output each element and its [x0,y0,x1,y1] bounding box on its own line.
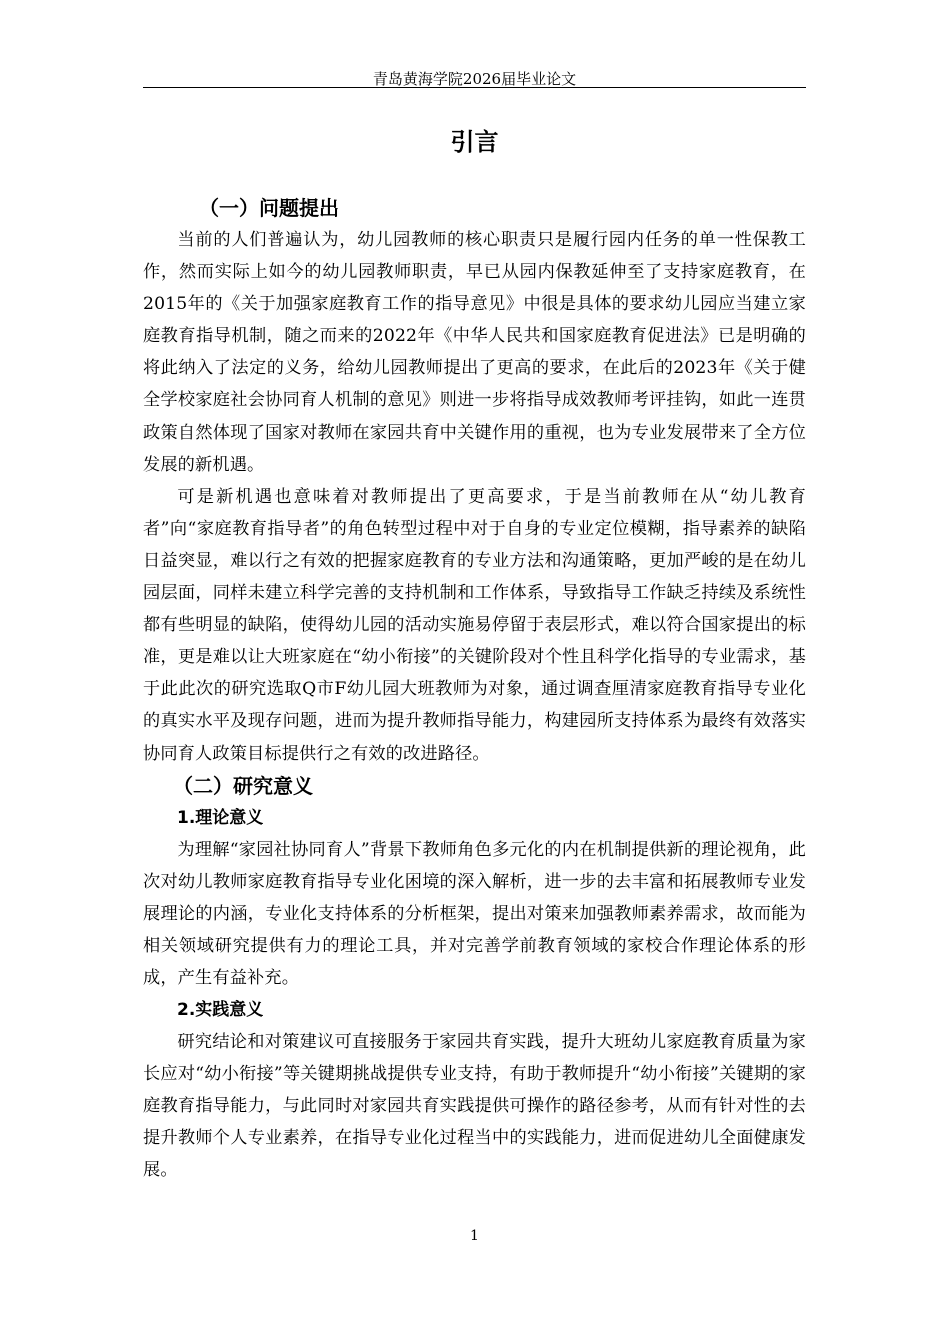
subsection-heading-practice: 2.实践意义 [177,1000,264,1021]
header-rule [143,87,806,88]
page-number: 1 [470,1228,479,1244]
running-header: 青岛黄海学院2026届毕业论文 [372,70,577,88]
body-content [143,192,806,1187]
paragraph-problem-2: 可是新机遇也意味着对教师提出了更高要求，于是当前教师在从“幼儿教育者”向“家庭教育指导者”的角色转型过程中对于自身的专业定位模糊，指导素养的缺陷日益突显，难以行之有效的把握家庭教育的专业方法和沟通策略，更加严峻的是在幼儿园层面，同样未建立科学完善的支持机制和工作体系，导致指导工作缺乏持续及系统性都有些明显的缺陷，使得幼儿园的活动实施易停留于表层形式，难以符合国家提出的标准，更是难以让大班家庭在“幼小衔接”的关键阶段对个性且科学化指导的专业需求，基于此此次的研究选取Q市F幼儿园大班教师为对象，通过调查厘清家庭教育指导专业化的真实水平及现存问题，进而为提升教师指导能力，构建园所支持体系为最终有效落实协同育人政策目标提供行之有效的改进路径。 [143,486,806,764]
paragraph-theory: 为理解“家园社协同育人”背景下教师角色多元化的内在机制提供新的理论视角，此次对幼儿教师家庭教育指导专业化困境的深入解析，进一步的去丰富和拓展教师专业发展理论的内涵，专业化支持体系的分析框架，提出对策来加强教师素养需求，故而能为相关领域研究提供有力的理论工具，并对完善学前教育领域的家校合作理论体系的形成，产生有益补充。 [143,839,806,988]
paragraph-practice: 研究结论和对策建议可直接服务于家园共育实践，提升大班幼儿家庭教育质量为家长应对“幼小衔接”等关键期挑战提供专业支持，有助于教师提升“幼小衔接”关键期的家庭教育指导能力，与此同时对家园共育实践提供可操作的路径参考，从而有针对性的去提升教师个人专业素养，在指导专业化过程当中的实践能力，进而促进幼儿全面健康发展。 [143,1032,806,1181]
paragraph-problem-1: 当前的人们普遍认为，幼儿园教师的核心职责只是履行园内任务的单一性保教工作，然而实际上如今的幼儿园教师职责，早已从园内保教延伸至了支持家庭教育，在2015年的《关于加强家庭教育工作的指导意见》中很是具体的要求幼儿园应当建立家庭教育指导机制，随之而来的2022年《中华人民共和国家庭教育促进法》已是明确的将此纳入了法定的义务，给幼儿园教师提出了更高的要求，在此后的2023年《关于健全学校家庭社会协同育人机制的意见》则进一步将指导成效教师考评挂钩，如此一连贯政策自然体现了国家对教师在家园共育中关键作用的重视，也为专业发展带来了全方位发展的新机遇。 [143,230,806,475]
section-heading-significance: （二）研究意义 [173,773,313,798]
subsection-heading-theory: 1.理论意义 [177,807,264,828]
page-title: 引言 [450,128,499,156]
section-heading-problem: （一）问题提出 [199,196,339,220]
